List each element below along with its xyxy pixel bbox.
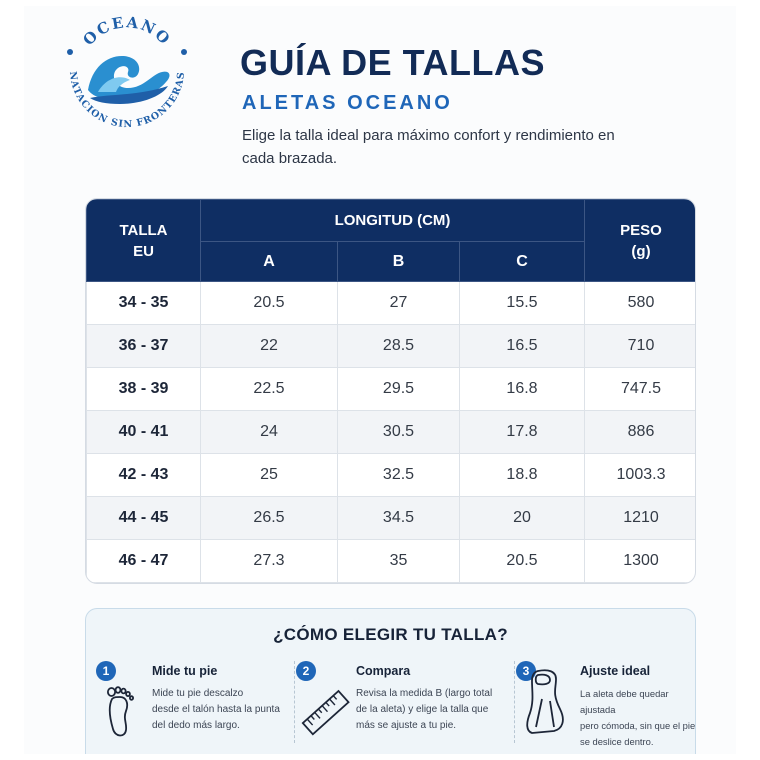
cell-b: 34.5 xyxy=(338,497,460,540)
cell-a: 20.5 xyxy=(201,282,338,325)
cell-b: 32.5 xyxy=(338,454,460,497)
step-text xyxy=(152,686,280,734)
guide-step-2 xyxy=(296,661,512,751)
page-description: Elige la talla ideal para máximo confort y rendimiento en cada brazada. xyxy=(242,127,615,167)
step-number: 1 xyxy=(96,661,116,681)
table-row xyxy=(87,454,697,497)
ruler-icon xyxy=(300,685,352,741)
cell-weight: 886 xyxy=(585,411,697,454)
cell-a: 25 xyxy=(201,454,338,497)
step-heading: Mide tu pie xyxy=(152,664,218,678)
step-number: 2 xyxy=(296,661,316,681)
header-size xyxy=(87,200,201,282)
cell-c: 17.8 xyxy=(460,411,585,454)
header-a: A xyxy=(201,242,338,282)
cell-a: 22 xyxy=(201,325,338,368)
step-divider xyxy=(514,661,515,743)
header-size-line2: EU xyxy=(133,242,154,260)
table-row xyxy=(87,411,697,454)
guide-step-3 xyxy=(516,661,696,751)
step-text-line: más se ajuste a tu pie. xyxy=(356,720,457,731)
cell-size: 40 - 41 xyxy=(87,411,201,454)
size-guide-box xyxy=(85,608,696,754)
step-heading: Ajuste ideal xyxy=(580,664,651,678)
step-text-line: La aleta debe quedar ajustada xyxy=(580,688,669,715)
cell-weight: 710 xyxy=(585,325,697,368)
cell-a: 26.5 xyxy=(201,497,338,540)
wave-icon xyxy=(88,56,169,104)
cell-c: 20.5 xyxy=(460,540,585,583)
step-text-line: Mide tu pie descalzo xyxy=(152,688,244,699)
header-size-line1: TALLA xyxy=(119,221,168,239)
svg-text:OCEANO xyxy=(79,13,174,49)
cell-size: 38 - 39 xyxy=(87,368,201,411)
cell-size: 42 - 43 xyxy=(87,454,201,497)
step-text xyxy=(580,686,696,750)
table-row xyxy=(87,540,697,583)
cell-a: 24 xyxy=(201,411,338,454)
step-divider xyxy=(294,661,295,743)
table-row xyxy=(87,497,697,540)
step-text-line: desde el talón hasta la punta xyxy=(152,704,280,715)
cell-size: 46 - 47 xyxy=(87,540,201,583)
cell-size: 34 - 35 xyxy=(87,282,201,325)
cell-b: 28.5 xyxy=(338,325,460,368)
cell-weight: 1003.3 xyxy=(585,454,697,497)
step-text-line: se deslice dentro. xyxy=(580,736,654,747)
guide-step-1 xyxy=(96,661,292,751)
cell-a: 27.3 xyxy=(201,540,338,583)
step-number: 3 xyxy=(516,661,536,681)
table-row xyxy=(87,282,697,325)
header-c: C xyxy=(460,242,585,282)
cell-size: 36 - 37 xyxy=(87,325,201,368)
cell-c: 15.5 xyxy=(460,282,585,325)
step-text-line: Revisa la medida B (largo total xyxy=(356,688,493,699)
header-b: B xyxy=(338,242,460,282)
oceano-logo xyxy=(58,12,196,136)
cell-b: 27 xyxy=(338,282,460,325)
step-text-line: de la aleta) y elige la talla que xyxy=(356,704,489,715)
fin-icon xyxy=(522,669,572,735)
cell-c: 18.8 xyxy=(460,454,585,497)
cell-b: 35 xyxy=(338,540,460,583)
cell-b: 30.5 xyxy=(338,411,460,454)
logo-top-text: OCEANO xyxy=(79,13,175,50)
logo-ring-text: NATACION SIN FRONTERAS xyxy=(66,70,188,131)
size-table xyxy=(85,198,696,584)
page-title: GUÍA DE TALLAS xyxy=(240,42,545,83)
header-length: LONGITUD (CM) xyxy=(201,200,585,242)
page-subtitle: ALETAS OCEANO xyxy=(242,92,453,114)
header-weight-line2: (g) xyxy=(631,242,651,260)
cell-a: 22.5 xyxy=(201,368,338,411)
step-text-line: pero cómoda, sin que el pie xyxy=(580,720,696,731)
cell-weight: 580 xyxy=(585,282,697,325)
cell-c: 20 xyxy=(460,497,585,540)
cell-weight: 1300 xyxy=(585,540,697,583)
logo-emblem xyxy=(58,12,196,136)
cell-b: 29.5 xyxy=(338,368,460,411)
step-heading: Compara xyxy=(356,664,411,678)
header-weight-line1: PESO xyxy=(620,221,662,239)
table-row xyxy=(87,325,697,368)
guide-title: ¿CÓMO ELEGIR TU TALLA? xyxy=(273,625,508,644)
header-weight xyxy=(585,200,697,282)
table-row xyxy=(87,368,697,411)
cell-weight: 1210 xyxy=(585,497,697,540)
cell-weight: 747.5 xyxy=(585,368,697,411)
step-text-line: del dedo más largo. xyxy=(152,720,240,731)
cell-size: 44 - 45 xyxy=(87,497,201,540)
cell-c: 16.5 xyxy=(460,325,585,368)
cell-c: 16.8 xyxy=(460,368,585,411)
foot-icon xyxy=(104,685,138,741)
step-text xyxy=(356,686,492,734)
